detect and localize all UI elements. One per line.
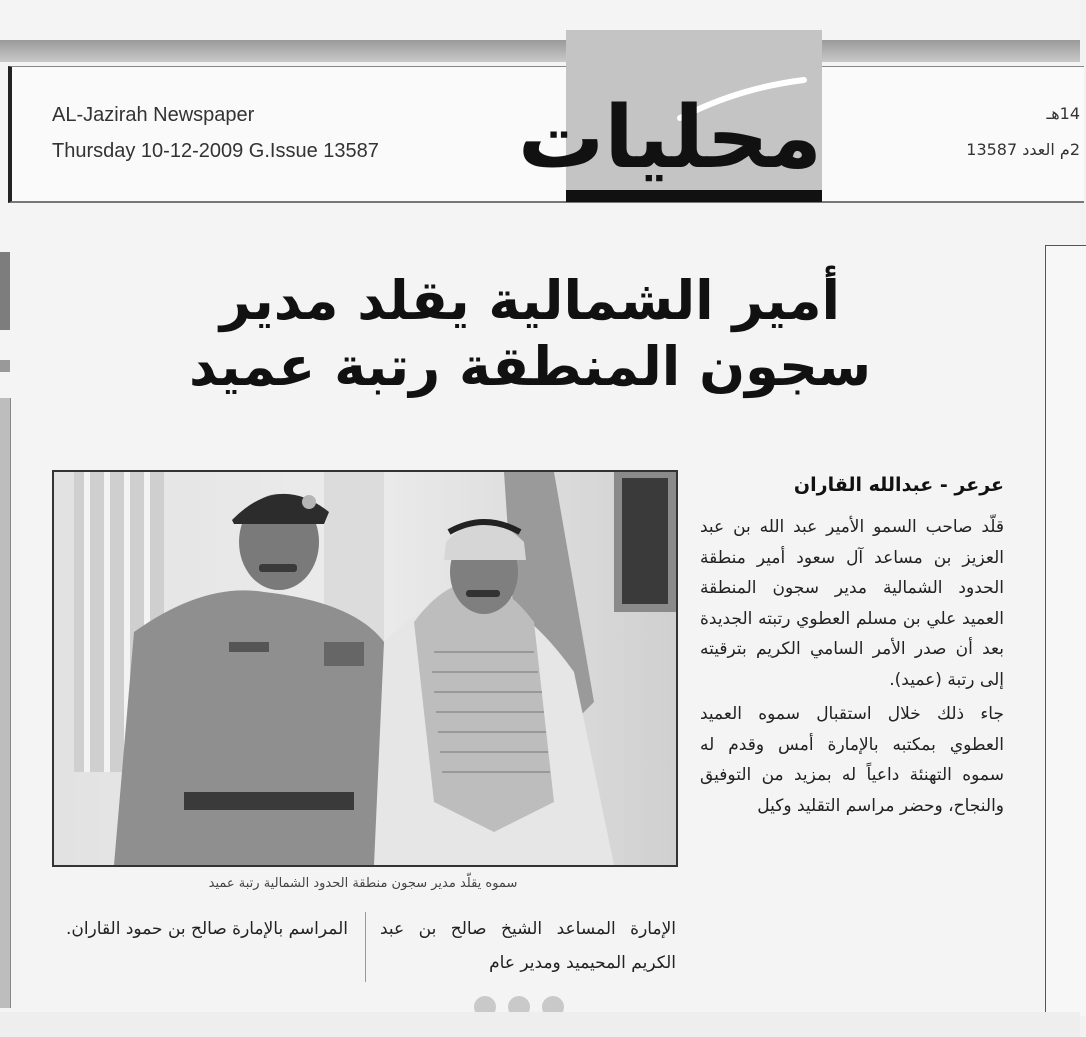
right-column-frame — [1045, 245, 1086, 1016]
article-final-column: المراسم بالإمارة صالح بن حمود القاران. — [65, 919, 348, 939]
photo-illustration — [54, 472, 676, 865]
article-photo — [52, 470, 678, 867]
article-continuation-column: الإمارة المساعد الشيخ صالح بن عبد الكريم المحيميد ومدير عام — [380, 919, 676, 973]
left-margin-strip — [0, 252, 10, 330]
logo-underline — [566, 190, 822, 202]
article-byline: عرعر - عبدالله القاران — [793, 474, 1004, 496]
newspaper-name: AL-Jazirah Newspaper — [52, 104, 255, 126]
arabic-date-line-1: 14هـ — [1046, 104, 1080, 123]
photo-caption: سموه يقلّد مدير سجون منطقة الحدود الشمالية رتبة عميد — [208, 876, 518, 891]
column-divider — [365, 912, 366, 982]
article-body — [700, 512, 1004, 821]
top-rule — [0, 40, 1080, 62]
left-margin-column — [0, 398, 11, 1008]
section-logo-text: محليات — [517, 88, 822, 188]
issue-line: Thursday 10-12-2009 G.Issue 13587 — [52, 140, 379, 162]
bottom-fade — [0, 1012, 1080, 1037]
section-logo — [517, 30, 822, 202]
left-margin-strip — [0, 360, 10, 372]
article-paragraph-1: قلّد صاحب السمو الأمير عبد الله بن عبد العزيز بن مساعد آل سعود أمير منطقة الحدود الشمالية مدير سجون المنطقة العميد علي بن مسلم العطوي رتبته الجديدة بعد أن صدر الأمر السامي الكريم بترقيته إلى رتبة (عميد). — [700, 517, 1004, 690]
arabic-date-line-2: 2م العدد 13587 — [966, 140, 1080, 159]
article-headline: أمير الشمالية يقلد مدير سجون المنطقة رتبة عميد — [188, 269, 872, 398]
article-paragraph-2: جاء ذلك خلال استقبال سموه العميد العطوي بمكتبه بالإمارة أمس وقدم له سموه التهنئة داعياً له بمزيد من التوفيق والنجاح، وحضر مراسم التقليد وكيل — [700, 704, 1004, 816]
